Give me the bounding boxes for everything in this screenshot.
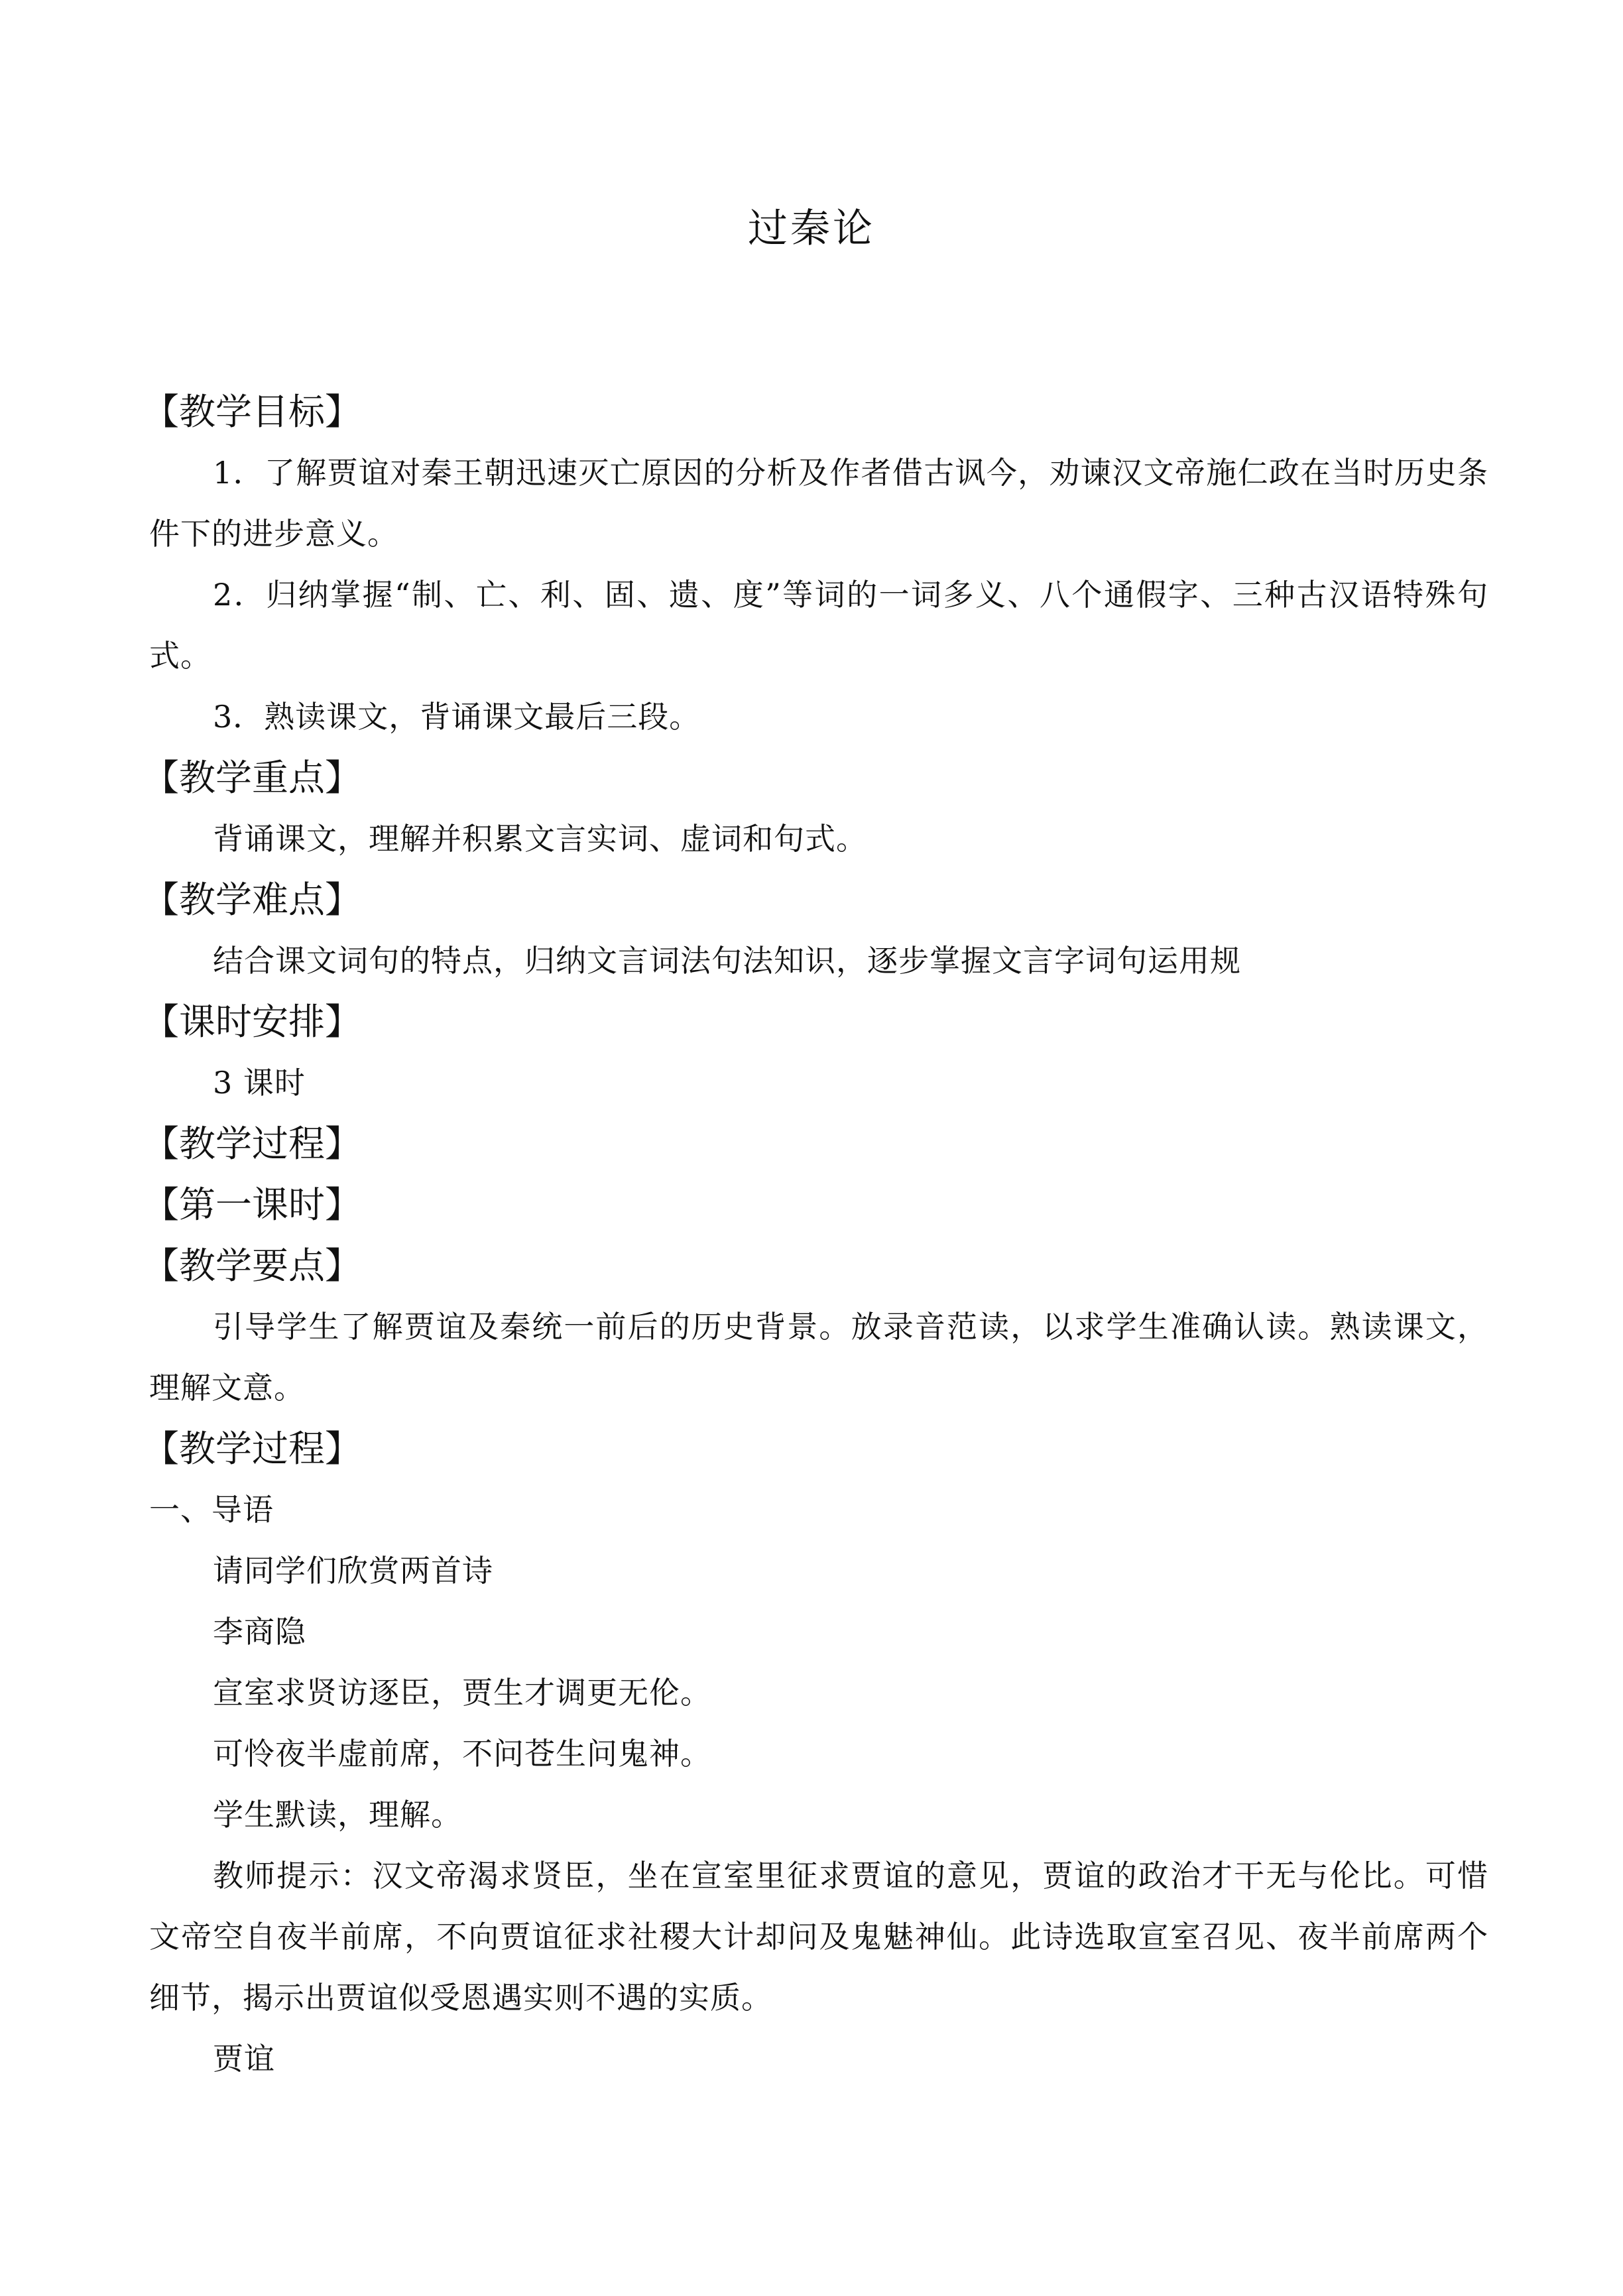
section-intro-title: 一、导语 (149, 1492, 274, 1528)
lesson-key-text: 引导学生了解贾谊及秦统一前后的历史背景。放录音范读，以求学生准确认读。熟读课文，理解文意。 (149, 1309, 1488, 1406)
heading-lesson-1: 【第一课时】 (143, 1183, 362, 1226)
heading-objectives: 【教学目标】 (143, 391, 362, 433)
objective-item-1: 1．了解贾谊对秦王朝迅速灭亡原因的分析及作者借古讽今，劝谏汉文帝施仁政在当时历史条件下的进步意义。 (149, 455, 1488, 552)
teacher-hint: 教师提示：汉文帝渴求贤臣，坐在宣室里征求贾谊的意见，贾谊的政治才干无与伦比。可惜文帝空自夜半前席，不向贾谊征求社稷大计却问及鬼魅神仙。此诗选取宣室召见、夜半前席两个细节，揭示出贾谊似受恩遇实则不遇的实质。 (149, 1858, 1488, 2016)
objective-item-2: 2．归纳掌握“制、亡、利、固、遗、度”等词的一词多义、八个通假字、三种古汉语特殊句式。 (149, 577, 1488, 674)
poem-verse-1: 宣室求贤访逐臣，贾生才调更无伦。 (213, 1675, 711, 1711)
heading-process: 【教学过程】 (143, 1122, 362, 1165)
document-body (143, 381, 1488, 2089)
schedule-text: 3 课时 (213, 1065, 306, 1101)
key-points-text: 背诵课文，理解并积累文言实词、虚词和句式。 (213, 821, 867, 857)
intro-invite: 请同学们欣赏两首诗 (213, 1553, 493, 1589)
heading-lesson-key: 【教学要点】 (143, 1244, 362, 1287)
difficulties-text: 结合课文词句的特点，归纳文言词法句法知识，逐步掌握文言字词句运用规 (213, 943, 1241, 979)
heading-schedule: 【课时安排】 (143, 1000, 362, 1043)
objective-item-3: 3．熟读课文，背诵课文最后三段。 (213, 699, 701, 735)
poem-verse-2: 可怜夜半虚前席，不问苍生问鬼神。 (213, 1736, 711, 1772)
student-instruction: 学生默读，理解。 (213, 1797, 462, 1833)
heading-key-points: 【教学重点】 (143, 756, 362, 799)
second-poem-title: 贾谊 (213, 2041, 275, 2077)
poem-author: 李商隐 (213, 1614, 306, 1650)
heading-difficulties: 【教学难点】 (143, 878, 362, 921)
heading-lesson-process: 【教学过程】 (143, 1427, 362, 1470)
document-title: 过秦论 (748, 206, 875, 252)
